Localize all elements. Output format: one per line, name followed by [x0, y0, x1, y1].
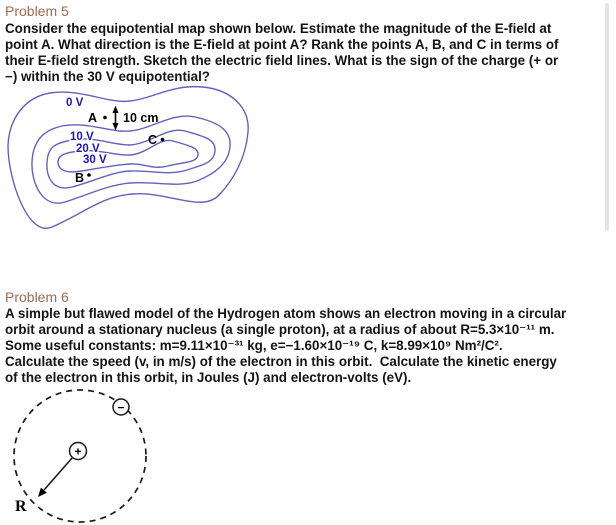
text-line: point A. What direction is the E-field at point A? Rank the points A, B, and C in terms of: [5, 37, 559, 52]
orbit-diagram: [0, 385, 200, 525]
scale-label: 10 cm: [123, 111, 159, 125]
radius-label: R: [15, 498, 27, 515]
point-c-marker: [161, 138, 165, 142]
scale-arrow-head-up: [113, 106, 119, 114]
point-b-label: B: [75, 171, 85, 185]
text-line: Calculate the speed (v, in m/s) of the electron in this orbit. Calculate the kinetic energy: [5, 354, 557, 369]
text-line: of the electron in this orbit, in Joules (J) and electron-volts (eV).: [5, 370, 412, 385]
contour-10v: [32, 116, 230, 203]
contour-label-10v: 10 V: [70, 131, 94, 143]
point-c-label: C: [148, 133, 158, 147]
point-b-marker: [87, 173, 91, 177]
nucleus-symbol: +: [74, 444, 82, 459]
text-line: orbit around a stationary nucleus (a single proton), at a radius of about R=5.3×10⁻¹¹ m.: [5, 322, 555, 337]
radius-arrow: [44, 458, 73, 491]
problem5-text: [5, 21, 558, 85]
text-line: their E-field strength. Sketch the electric field lines. What is the sign of the charge (+ or: [5, 53, 559, 68]
problem6-heading: Problem 6: [5, 289, 69, 305]
equipotential-map: [0, 84, 265, 234]
point-a-label: A: [88, 111, 98, 125]
contour-label-0v: 0 V: [66, 97, 84, 109]
scrollbar-thumb[interactable]: [605, 3, 609, 231]
problem6-text: [5, 306, 566, 386]
problem5-heading: Problem 5: [5, 3, 69, 19]
text-line: Some useful constants: m=9.11×10⁻³¹ kg, e=−1.60×10⁻¹⁹ C, k=8.99×10⁹ Nm²/C².: [5, 338, 503, 353]
text-line: −) within the 30 V equipotential?: [5, 69, 210, 84]
electron-symbol: −: [117, 400, 125, 415]
point-a-marker: [103, 116, 107, 120]
text-line: A simple but flawed model of the Hydrogen atom shows an electron moving in a circular: [5, 306, 567, 321]
text-line: Consider the equipotential map shown below. Estimate the magnitude of the E-field at: [5, 21, 552, 36]
contour-label-20v: 20 V: [76, 143, 100, 155]
contour-label-30v: 30 V: [83, 154, 107, 166]
